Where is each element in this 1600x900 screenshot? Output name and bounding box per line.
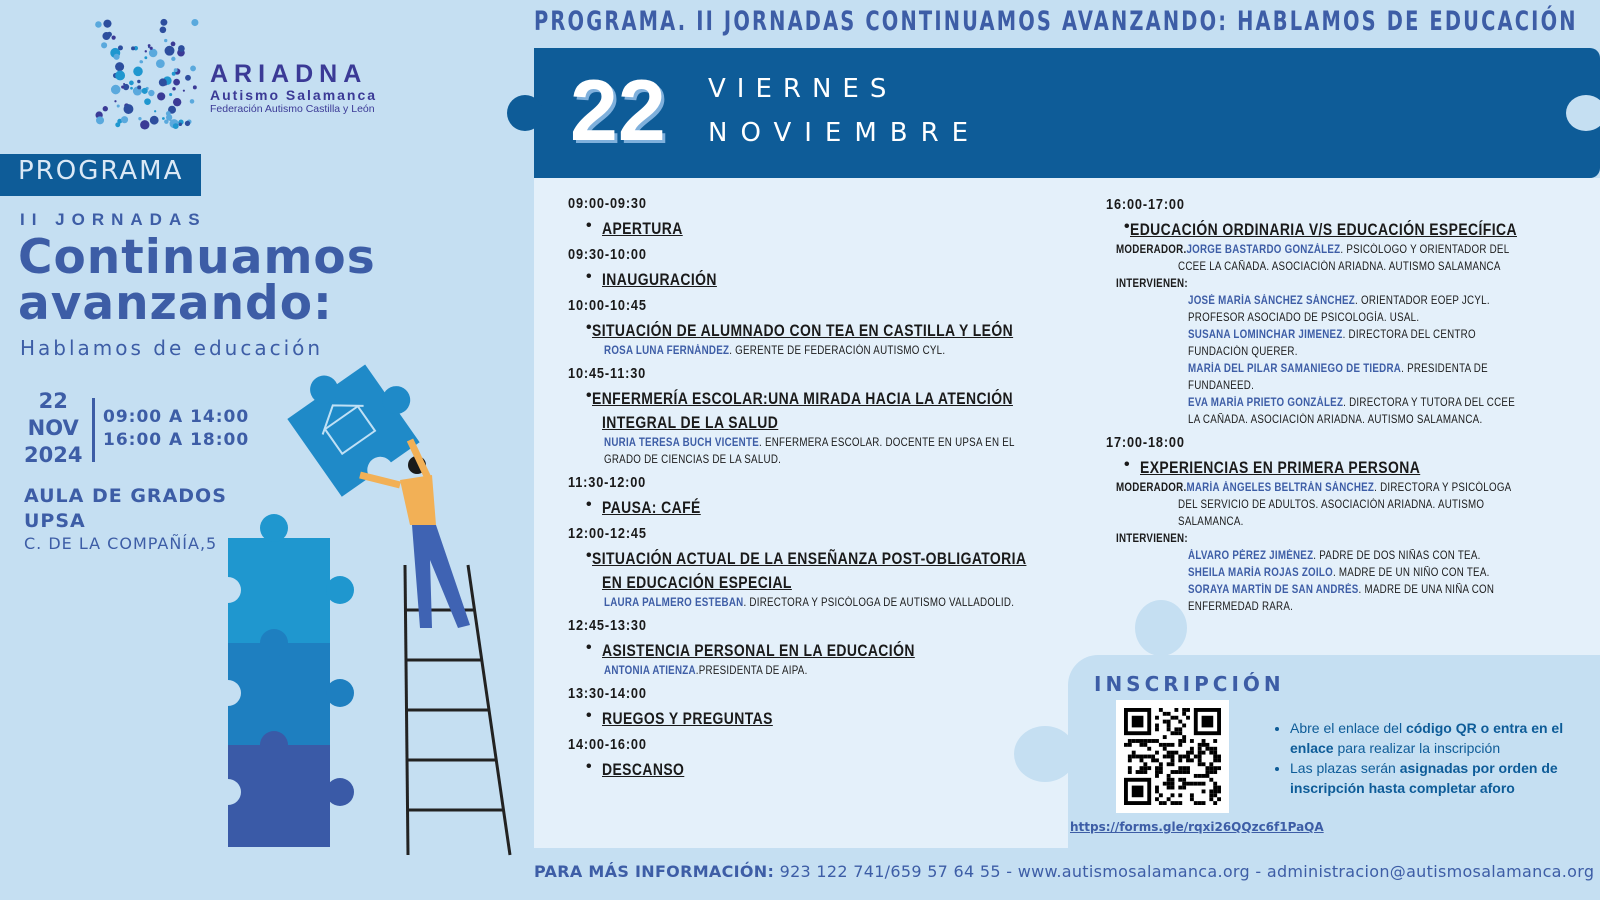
session-title bbox=[586, 571, 1038, 595]
session-title bbox=[586, 707, 1038, 731]
programa-tag: PROGRAMA bbox=[0, 154, 201, 196]
schedule-item bbox=[568, 680, 1038, 731]
speaker-description: . ENFERMERA ESCOLAR. DOCENTE EN UPSA EN EL bbox=[759, 437, 1015, 449]
session-title-text: INAUGURACIÓN bbox=[602, 270, 717, 289]
venue bbox=[24, 484, 227, 534]
puzzle-stack-icon bbox=[215, 514, 354, 847]
logo-name: ARIADNA bbox=[210, 60, 368, 88]
speaker-line bbox=[1188, 344, 1526, 361]
moderator-label: MODERADOR. bbox=[1116, 482, 1187, 494]
time-slot: 12:00-12:45 bbox=[568, 525, 647, 542]
schedule-item bbox=[568, 360, 1038, 469]
schedule-item bbox=[568, 612, 1038, 680]
session-title-text: EDUCACIÓN ORDINARIA V/S EDUCACIÓN ESPECÍFICA bbox=[1129, 220, 1517, 239]
speaker-description: FUNDACIÓN QUERER. bbox=[1188, 346, 1298, 358]
footer-text: 923 122 741/659 57 64 55 - www.autismosalamanca.org - administracion@autismosalamanca.org bbox=[774, 862, 1595, 881]
schedule-item bbox=[568, 241, 1038, 292]
speaker-description: PROFESOR ASOCIADO DE PSICOLOGÍA. USAL. bbox=[1188, 312, 1420, 324]
text: para realizar la inscripción bbox=[1333, 740, 1501, 756]
speaker-description: SALAMANCA. bbox=[1178, 516, 1244, 528]
logo-federation: Federación Autismo Castilla y León bbox=[210, 103, 375, 115]
time-slot: 11:30-12:00 bbox=[568, 474, 647, 491]
bullet: • bbox=[1124, 456, 1130, 473]
bullet: • bbox=[1124, 218, 1130, 235]
time-slot: 09:30-10:00 bbox=[568, 246, 647, 263]
session-title-text: RUEGOS Y PREGUNTAS bbox=[602, 709, 773, 728]
date-day: 22 bbox=[38, 389, 68, 413]
speaker-description: . GERENTE DE FEDERACIÓN AUTISMO CYL. bbox=[729, 345, 946, 357]
schedule-item bbox=[568, 292, 1038, 360]
speaker-description: . DIRECTORA DEL CENTRO bbox=[1342, 329, 1476, 341]
day-number: 22 bbox=[570, 63, 666, 159]
interveners-label: INTERVIENEN: bbox=[1116, 278, 1188, 290]
speaker-description: LA CAÑADA. ASOCIACIÓN ARIADNA. AUTISMO SALAMANCA. bbox=[1188, 414, 1483, 426]
moderator-line bbox=[1116, 497, 1516, 514]
speaker-name: ANTONIA ATIENZA bbox=[604, 665, 696, 677]
speaker-description: DEL SERVICIO DE ADULTOS. ASOCIACIÓN ARIADNA. AUTISMO bbox=[1178, 499, 1485, 511]
speaker-line bbox=[604, 343, 973, 360]
time-slot: 12:45-13:30 bbox=[568, 617, 647, 634]
time-slot: 13:30-14:00 bbox=[568, 685, 647, 702]
time-slot: 10:45-11:30 bbox=[568, 365, 647, 382]
session-title bbox=[586, 268, 1038, 292]
schedule-item bbox=[1106, 191, 1586, 429]
speaker-description: . MADRE DE UNA NIÑA CON bbox=[1358, 584, 1495, 596]
logo-text bbox=[210, 60, 377, 115]
speaker-description: . DIRECTORA Y PSICÓLOGA bbox=[1374, 482, 1512, 494]
speaker-description: GRADO DE CIENCIAS DE LA SALUD. bbox=[604, 454, 782, 466]
session-title-text: INTEGRAL DE LA SALUD bbox=[602, 413, 779, 432]
speaker-name: SORAYA MARTÍN DE SAN ANDRÉS bbox=[1188, 584, 1359, 596]
venue-address: C. DE LA COMPAÑÍA,5 bbox=[24, 534, 218, 553]
month: NOVIEMBRE bbox=[708, 118, 982, 148]
kicker: II JORNADAS bbox=[20, 210, 207, 229]
footer-contact bbox=[534, 862, 1594, 881]
session-title bbox=[586, 411, 1038, 435]
qr-code[interactable] bbox=[1116, 700, 1229, 813]
moderator-line bbox=[1116, 242, 1516, 259]
speaker-description: .PRESIDENTA DE AIPA. bbox=[695, 665, 808, 677]
speaker-line bbox=[604, 452, 973, 469]
session-title-text: ENFERMERÍA ESCOLAR:UNA MIRADA HACIA LA ATENCIÓN bbox=[591, 389, 1013, 408]
speaker-line bbox=[1188, 565, 1526, 582]
moderator-label: MODERADOR. bbox=[1116, 244, 1187, 256]
bullet: • bbox=[586, 319, 592, 336]
ariadna-logo-icon bbox=[92, 18, 202, 130]
session-title-text: EN EDUCACIÓN ESPECIAL bbox=[602, 573, 792, 592]
schedule-item bbox=[568, 190, 1038, 241]
speaker-description: . ORIENTADOR EOEP JCYL. bbox=[1355, 295, 1490, 307]
session-title bbox=[586, 319, 1038, 343]
speaker-name: JOSÉ MARÍA SÁNCHEZ SÁNCHEZ bbox=[1188, 295, 1356, 307]
speaker-description: . DIRECTORA Y PSICÓLOGA DE AUTISMO VALLADOLID. bbox=[743, 597, 1015, 609]
speaker-line bbox=[1188, 412, 1526, 429]
speaker-name: SHEILA MARÍA ROJAS ZOILO bbox=[1188, 567, 1333, 579]
schedule-afternoon bbox=[1106, 191, 1586, 616]
date-month: NOV bbox=[27, 416, 79, 440]
session-title-text: SITUACIÓN ACTUAL DE LA ENSEÑANZA POST-OBLIGATORIA bbox=[591, 549, 1027, 568]
speaker-name: ROSA LUNA FERNÁNDEZ bbox=[604, 345, 730, 357]
session-title bbox=[586, 387, 1038, 411]
text-bold: código QR o entra en el enlace bbox=[1290, 720, 1564, 756]
schedule-morning bbox=[568, 190, 1038, 782]
event-title-line1: Continuamos bbox=[18, 230, 376, 285]
bullet: • bbox=[586, 387, 592, 404]
text: Las plazas serán bbox=[1290, 760, 1400, 776]
time-slot: 16:00-17:00 bbox=[1106, 196, 1185, 213]
instruction-item bbox=[1290, 718, 1596, 758]
speaker-name: SUSANA LOMINCHAR JIMENEZ bbox=[1188, 329, 1343, 341]
speaker-name: MARÍA ÁNGELES BELTRÁN SÁNCHEZ bbox=[1186, 482, 1375, 494]
speaker-line bbox=[1188, 548, 1526, 565]
session-title bbox=[1124, 456, 1586, 480]
speaker-description: . PADRE DE DOS NIÑAS CON TEA. bbox=[1313, 550, 1481, 562]
speaker-description: . PSICÓLOGO Y ORIENTADOR DEL bbox=[1340, 244, 1510, 256]
puzzle-ladder-illustration bbox=[210, 360, 530, 860]
text-bold: asignadas por orden de inscripción hasta completar aforo bbox=[1290, 760, 1558, 796]
speaker-name: NURIA TERESA BUCH VICENTE bbox=[604, 437, 760, 449]
speaker-line bbox=[1188, 293, 1526, 310]
registration-link[interactable]: https://forms.gle/rqxi26QQzc6f1PaQA bbox=[1070, 820, 1324, 834]
registration-title: INSCRIPCIÓN bbox=[1094, 672, 1285, 696]
text: Abre el enlace del bbox=[1290, 720, 1406, 736]
moderator-line bbox=[1116, 514, 1516, 531]
bullet: • bbox=[586, 758, 592, 775]
speaker-line bbox=[604, 595, 1015, 612]
event-subtitle: Hablamos de educación bbox=[20, 336, 324, 360]
puzzle-knob bbox=[1566, 95, 1600, 131]
logo-subtitle: Autismo Salamanca bbox=[210, 87, 378, 103]
weekday: VIERNES bbox=[708, 74, 898, 104]
venue-line2: UPSA bbox=[24, 510, 86, 532]
speaker-line bbox=[1188, 310, 1526, 327]
speaker-line bbox=[1188, 599, 1526, 616]
session-title-text: ASISTENCIA PERSONAL EN LA EDUCACIÓN bbox=[602, 641, 915, 660]
session-title bbox=[586, 217, 1038, 241]
session-title bbox=[586, 639, 1038, 663]
divider bbox=[92, 398, 95, 462]
bullet: • bbox=[586, 268, 592, 285]
speaker-line bbox=[1188, 582, 1526, 599]
schedule-item bbox=[1106, 429, 1586, 616]
time-slot: 09:00-09:30 bbox=[568, 195, 647, 212]
time-slot: 14:00-16:00 bbox=[568, 736, 647, 753]
moderator-line bbox=[1116, 480, 1516, 497]
session-title bbox=[1124, 218, 1586, 242]
speaker-description: . DIRECTORA Y TUTORA DEL CCEE bbox=[1343, 397, 1515, 409]
schedule-item bbox=[568, 469, 1038, 520]
speaker-description: . PRESIDENTA DE bbox=[1401, 363, 1488, 375]
speaker-line bbox=[1188, 378, 1526, 395]
bullet bbox=[586, 411, 602, 435]
speaker-description: . MADRE DE UN NIÑO CON TEA. bbox=[1332, 567, 1490, 579]
session-title-text: PAUSA: CAFÉ bbox=[602, 498, 701, 517]
speaker-line bbox=[1188, 361, 1526, 378]
speaker-line bbox=[604, 663, 973, 680]
bullet: • bbox=[586, 707, 592, 724]
bullet: • bbox=[586, 547, 592, 564]
date-band bbox=[534, 48, 1600, 178]
moderator-line bbox=[1116, 259, 1516, 276]
speaker-name: MARÍA DEL PILAR SAMANIEGO DE TIEDRA bbox=[1188, 363, 1402, 375]
time-slot: 10:00-10:45 bbox=[568, 297, 647, 314]
session-title-text: DESCANSO bbox=[602, 760, 685, 779]
schedule-item bbox=[568, 520, 1038, 612]
time-slot: 17:00-18:00 bbox=[1106, 434, 1185, 451]
session-title-text: APERTURA bbox=[602, 219, 683, 238]
schedule-item bbox=[568, 731, 1038, 782]
venue-line1: AULA DE GRADOS bbox=[24, 485, 227, 507]
bullet: • bbox=[586, 217, 592, 234]
speaker-line bbox=[1188, 327, 1526, 344]
speaker-description: FUNDANEED. bbox=[1188, 380, 1255, 392]
session-title-text: EXPERIENCIAS EN PRIMERA PERSONA bbox=[1140, 458, 1421, 477]
page-title: PROGRAMA. II JORNADAS CONTINUAMOS AVANZANDO: HABLAMOS DE EDUCACIÓN bbox=[534, 6, 1578, 37]
session-title-text: SITUACIÓN DE ALUMNADO CON TEA EN CASTILLA Y LEÓN bbox=[591, 321, 1013, 340]
bullet bbox=[586, 571, 602, 595]
event-date bbox=[24, 388, 82, 469]
session-title bbox=[586, 758, 1038, 782]
bullet: • bbox=[586, 496, 592, 513]
event-title-line2: avanzando: bbox=[18, 276, 333, 331]
hours-afternoon: 16:00 A 18:00 bbox=[103, 430, 250, 450]
speaker-line bbox=[604, 435, 1015, 452]
speaker-name: LAURA PALMERO ESTEBAN bbox=[604, 597, 744, 609]
speaker-description: CCEE LA CAÑADA. ASOCIACIÓN ARIADNA. AUTISMO SALAMANCA bbox=[1178, 261, 1501, 273]
footer-label: PARA MÁS INFORMACIÓN: bbox=[534, 862, 775, 881]
bullet: • bbox=[586, 639, 592, 656]
speaker-name: JORGE BASTARDO GONZÁLEZ bbox=[1186, 244, 1341, 256]
speaker-name: EVA MARÍA PRIETO GONZÁLEZ bbox=[1188, 397, 1344, 409]
interveners-label: INTERVIENEN: bbox=[1116, 533, 1188, 545]
speaker-line bbox=[1188, 395, 1526, 412]
puzzle-knob bbox=[507, 95, 543, 131]
speaker-description: ENFERMEDAD RARA. bbox=[1188, 601, 1294, 613]
registration-instructions bbox=[1276, 718, 1596, 798]
session-title bbox=[586, 496, 1038, 520]
hours-morning: 09:00 A 14:00 bbox=[103, 407, 250, 427]
session-title bbox=[586, 547, 1038, 571]
speaker-name: ÁLVARO PÉREZ JIMÉNEZ bbox=[1188, 550, 1314, 562]
instruction-item bbox=[1290, 758, 1596, 798]
date-year: 2024 bbox=[24, 443, 83, 467]
qr-pattern-icon bbox=[1124, 708, 1221, 805]
